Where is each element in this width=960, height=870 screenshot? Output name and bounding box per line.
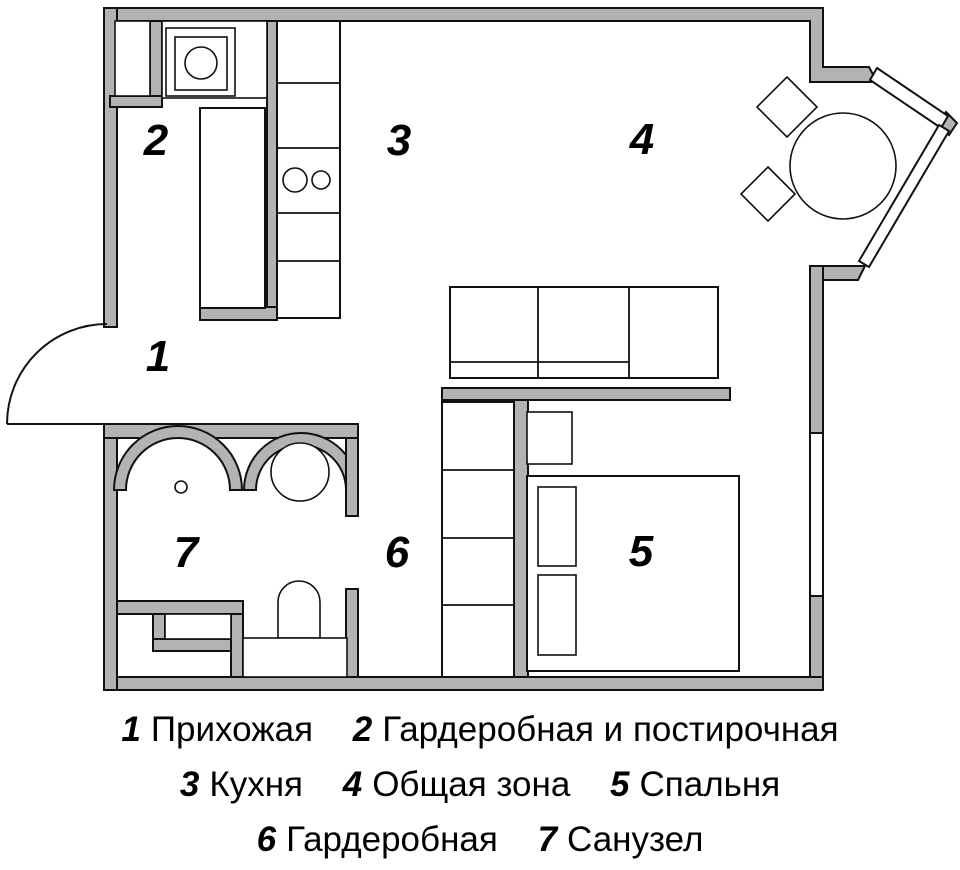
kitchen-counter xyxy=(277,21,340,318)
legend-entry-5 xyxy=(610,757,780,812)
wall-niche-top xyxy=(117,601,243,614)
legend-name: Прихожая xyxy=(150,710,314,749)
entry-door xyxy=(7,324,107,424)
fixtures xyxy=(115,21,896,677)
legend-number: 2 xyxy=(352,710,373,749)
legend-entry-3 xyxy=(180,757,303,812)
wall-kitchen-divider xyxy=(267,21,277,320)
sofa xyxy=(450,287,718,378)
shower-drain xyxy=(175,481,187,493)
room-label-4: 4 xyxy=(629,115,655,164)
room-label-6: 6 xyxy=(384,528,410,577)
nightstand xyxy=(527,412,572,464)
legend-line-2 xyxy=(0,757,960,812)
legend-number: 1 xyxy=(121,710,141,749)
legend xyxy=(0,702,960,867)
legend-number: 4 xyxy=(342,765,363,804)
laundry-cabinet xyxy=(115,21,150,96)
wall-bath-stub-upper xyxy=(346,438,358,516)
bedroom-window xyxy=(810,433,823,596)
sink-bowl xyxy=(271,443,329,501)
legend-entry-4 xyxy=(343,757,571,812)
legend-number: 5 xyxy=(610,765,630,804)
toilet-base xyxy=(243,638,347,677)
legend-entry-1 xyxy=(121,702,313,757)
bathroom-niche-box xyxy=(165,614,231,639)
legend-line-1 xyxy=(0,702,960,757)
legend-entry-6 xyxy=(257,812,498,867)
room-label-1: 1 xyxy=(145,332,171,381)
legend-name: Кухня xyxy=(209,765,303,804)
stove-burner-large xyxy=(283,168,307,192)
bay-window-upper xyxy=(870,68,948,128)
legend-name: Санузел xyxy=(567,820,704,859)
wall-laundry-strip xyxy=(150,21,162,107)
legend-name: Спальня xyxy=(639,765,781,804)
room-label-3: 3 xyxy=(386,116,412,165)
tall-cabinet-room2 xyxy=(200,108,265,308)
pillow-bottom xyxy=(538,575,576,655)
dining-table xyxy=(790,113,896,219)
wall-niche-right xyxy=(231,614,243,677)
room-label-2: 2 xyxy=(143,116,169,165)
wall-right-upper xyxy=(810,266,823,433)
wall-partition-living xyxy=(442,388,730,400)
dining-chair-bottom xyxy=(741,167,795,221)
washing-machine-drum xyxy=(185,47,217,79)
wardrobe-shelves xyxy=(442,402,514,677)
wall-left-lower xyxy=(104,424,117,690)
wall-niche-bottom xyxy=(153,639,243,651)
legend-name: Гардеробная xyxy=(286,820,498,859)
legend-name: Общая зона xyxy=(372,765,571,804)
wall-bottom xyxy=(104,677,823,690)
stove-burner-small xyxy=(312,171,330,189)
pillow-top xyxy=(538,487,576,566)
legend-number: 7 xyxy=(537,820,558,859)
legend-number: 3 xyxy=(179,765,200,804)
entry-door-swing-arc xyxy=(7,324,107,424)
room-label-7: 7 xyxy=(173,528,199,577)
legend-entry-2 xyxy=(353,702,839,757)
wall-wardrobe-bedroom xyxy=(514,400,528,677)
wall-right-lower xyxy=(810,596,823,690)
legend-name: Гардеробная и постирочная xyxy=(382,710,839,749)
legend-line-3 xyxy=(0,812,960,867)
wall-laundry-band xyxy=(110,96,162,107)
room-label-5: 5 xyxy=(628,527,654,576)
legend-number: 6 xyxy=(256,820,277,859)
legend-entry-7 xyxy=(538,812,704,867)
toilet xyxy=(278,581,320,638)
